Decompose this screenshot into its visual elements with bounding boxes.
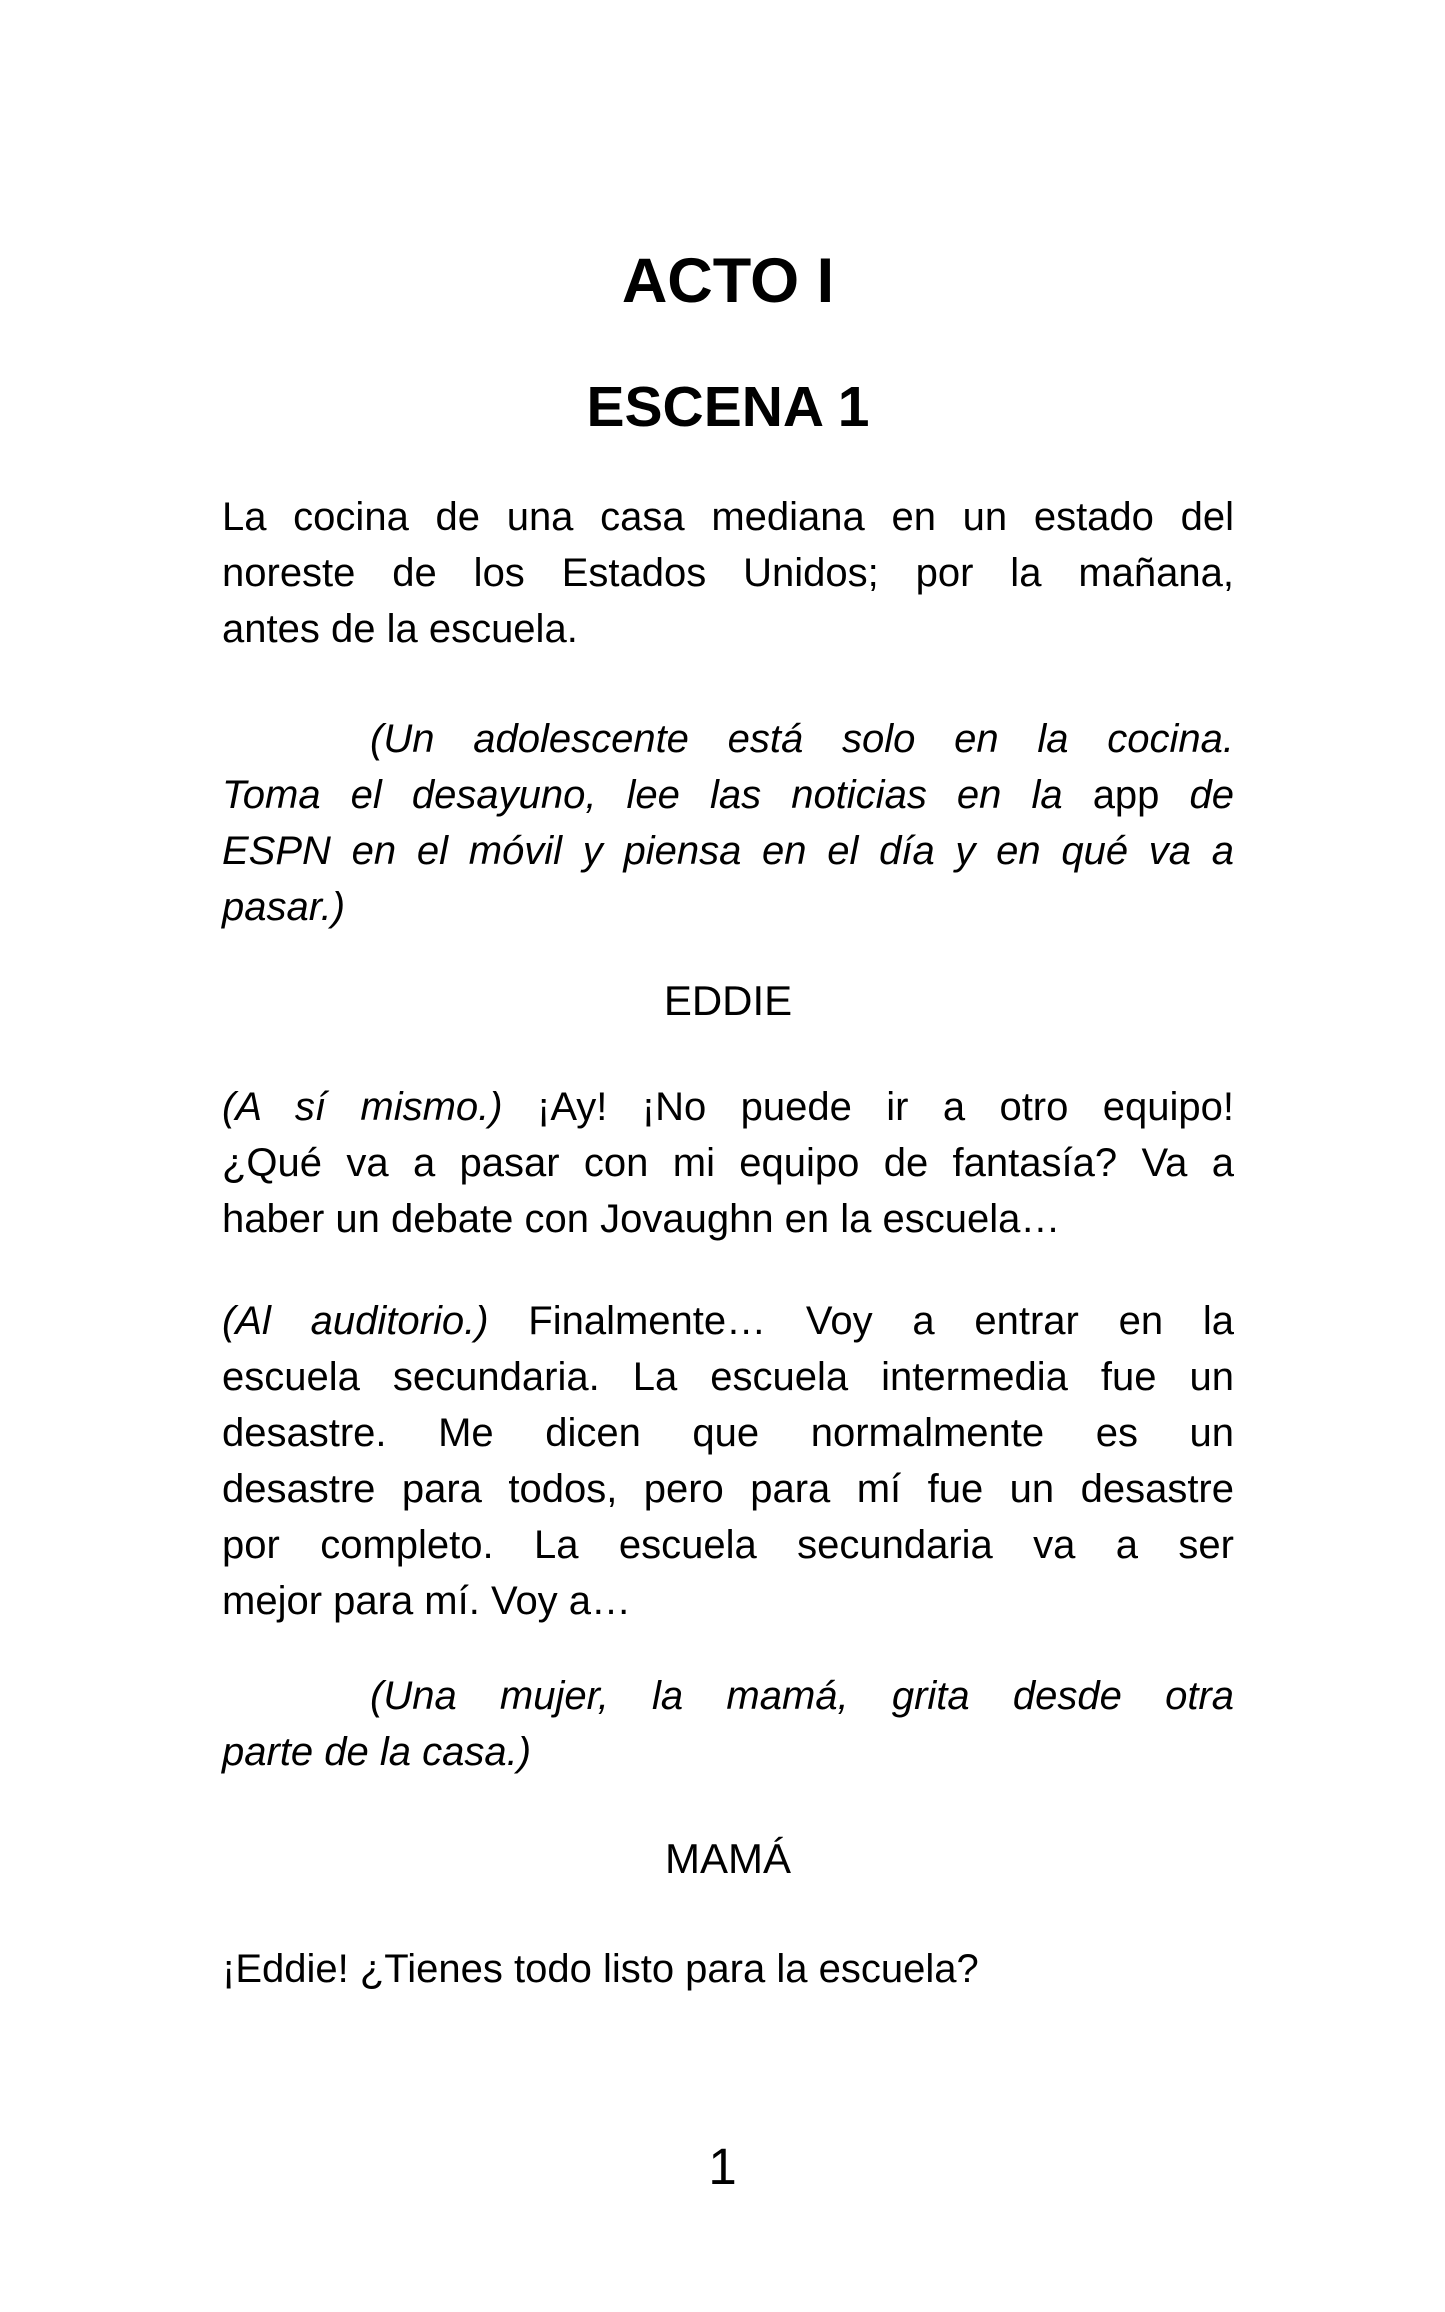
dialogue-line <box>222 1293 1234 1349</box>
stage-direction-text: de <box>1159 773 1235 817</box>
dialogue-text: ¡Ay! ¡No puede ir a otro equipo! <box>537 1085 1234 1129</box>
eddie-speech-2 <box>222 1293 1234 1629</box>
dialogue-line: desastre. Me dicen que normalmente es un <box>222 1411 1234 1455</box>
scene-description-line: antes de la escuela. <box>222 607 578 651</box>
dialogue-line: mejor para mí. Voy a… <box>222 1579 632 1623</box>
character-name-mama: MAMÁ <box>665 1835 791 1882</box>
parenthetical: (A sí mismo.) <box>222 1085 503 1129</box>
page-number: 1 <box>708 2138 737 2195</box>
dialogue-line: ¡Eddie! ¿Tienes todo listo para la escuela? <box>222 1947 979 1991</box>
stage-direction-opening <box>222 711 1234 935</box>
eddie-speech-1 <box>222 1079 1234 1247</box>
stage-direction-line: ESPN en el móvil y piensa en el día y en qué va a <box>222 829 1234 873</box>
stage-direction-line: pasar.) <box>222 885 346 929</box>
act-title: ACTO I <box>621 246 835 316</box>
dialogue-line: escuela secundaria. La escuela intermedia fue un <box>222 1355 1234 1399</box>
stage-direction-line: parte de la casa.) <box>222 1730 532 1774</box>
dialogue-line: ¿Qué va a pasar con mi equipo de fantasía? Va a <box>222 1141 1234 1185</box>
stage-direction-line <box>222 767 1234 823</box>
stage-direction-mama-shouts <box>222 1668 1234 1780</box>
dialogue-line: haber un debate con Jovaughn en la escuela… <box>222 1197 1061 1241</box>
app-word-upright: app <box>1092 773 1160 817</box>
scene-description-line: noreste de los Estados Unidos; por la mañana, <box>222 551 1234 595</box>
dialogue-line: desastre para todos, pero para mí fue un desastre <box>222 1467 1234 1511</box>
dialogue-text: Finalmente… Voy a entrar en la <box>528 1299 1234 1343</box>
dialogue-line <box>222 1079 1234 1135</box>
stage-direction-text: Toma el desayuno, lee las noticias en la <box>222 773 1093 817</box>
stage-direction-line: (Un adolescente está solo en la cocina. <box>370 717 1234 761</box>
scene-title: ESCENA 1 <box>586 375 870 439</box>
dialogue-line: por completo. La escuela secundaria va a ser <box>222 1523 1234 1567</box>
mama-speech <box>222 1941 1234 1997</box>
scene-description-line: La cocina de una casa mediana en un estado del <box>222 495 1234 539</box>
parenthetical: (Al auditorio.) <box>222 1299 489 1343</box>
character-name-eddie: EDDIE <box>663 977 793 1024</box>
stage-direction-line: (Una mujer, la mamá, grita desde otra <box>370 1674 1234 1718</box>
scene-description <box>222 489 1234 657</box>
script-content <box>222 0 1234 1997</box>
